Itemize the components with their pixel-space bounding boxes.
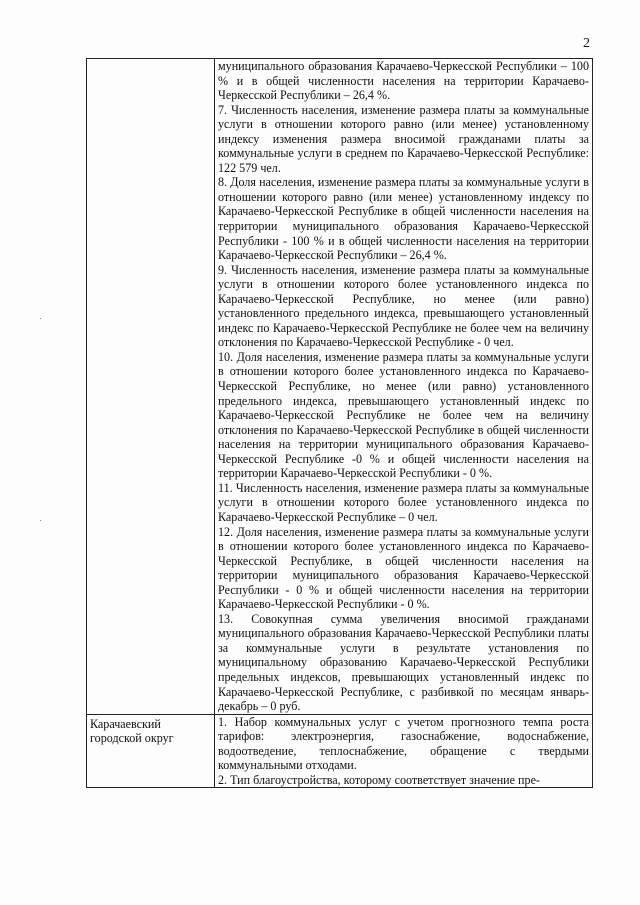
municipality-name: Карачаевский городской округ bbox=[90, 716, 174, 746]
municipal-table bbox=[86, 58, 593, 788]
indicators-cell bbox=[215, 59, 593, 715]
scan-speck bbox=[40, 520, 41, 521]
indicators-cell bbox=[215, 714, 593, 788]
municipality-cell bbox=[87, 714, 215, 788]
indicator-paragraph: 9. Численность населения, изменение размера платы за коммунальные услуги в отношении которого более установленного индекса по Карачаево-Черкесской Республике, но менее (или равно) установленного предельного индекса, превышающего установленный индекс по Карачаево-Черкесской Республике не более чем на величину отклонения по Карачаево-Черкесской Республике - 0 чел. bbox=[218, 262, 589, 350]
table-row bbox=[87, 714, 593, 788]
indicator-paragraph: 10. Доля населения, изменение размера платы за коммунальные услуги в отношении которого более установленного индекса по Карачаево-Черкесской Республике, но менее (или равно) установленного предельного индекса, превышающего установленный индекс по Карачаево-Черкесской Республике не более чем на величину отклонения по Карачаево-Черкесской Республике в общей численности населения на территории муниципального образования Карачаево-Черкесской Республике -0 % и общей численности населения на территории Карачаево-Черкесской Республики - 0 %. bbox=[218, 349, 589, 481]
indicator-paragraph: 12. Доля населения, изменение размера платы за коммунальные услуги в отношении которого более установленного индекса по Карачаево-Черкесской Республике, в общей численности населения на территории муниципального образования Карачаево-Черкесской Республики - 0 % и общей численности населения на территории Карачаево-Черкесской Республики - 0 %. bbox=[218, 524, 589, 612]
indicator-paragraph: 13. Совокупная сумма увеличения вносимой гражданами муниципального образования Карачаево-Черкесской Республики платы за коммунальные услуги в результате установления по муниципальному образованию Карачаево-Черкесской Республики предельных индексов, превышающих установленный индекс по Карачаево-Черкесской Республике, с разбивкой по месяцам январь-декабрь – 0 руб. bbox=[218, 611, 589, 714]
scan-speck bbox=[40, 318, 41, 319]
indicator-paragraph: 2. Тип благоустройства, которому соответствует значение пре- bbox=[218, 772, 540, 787]
page-number: 2 bbox=[583, 36, 590, 51]
municipality-name bbox=[90, 59, 211, 61]
indicator-paragraph: 1. Набор коммунальных услуг с учетом прогнозного темпа роста тарифов: электроэнергия, газоснабжение, водоснабжение, водоотведение, теплоснабжение, обращение с твердыми коммунальными отходами. bbox=[218, 714, 589, 773]
indicator-paragraph: 11. Численность населения, изменение размера платы за коммунальные услуги в отношении которого более установленного индекса по Карачаево-Черкесской Республике – 0 чел. bbox=[218, 480, 589, 524]
indicator-paragraph: 8. Доля населения, изменение размера платы за коммунальные услуги в отношении которого равно (или менее) установленному индексу по Карачаево-Черкесской Республике в общей численности населения на территории муниципального образования Карачаево-Черкесской Республики - 100 % и в общей численности населения на территории Карачаево-Черкесской Республики – 26,4 %. bbox=[218, 175, 589, 263]
indicator-paragraph: муниципального образования Карачаево-Черкесской Республики – 100 % и в общей численности населения на территории Карачаево-Черкесской Республики – 26,4 %. bbox=[218, 59, 589, 103]
indicator-paragraph: 7. Численность населения, изменение размера платы за коммунальные услуги в отношении которого равно (или менее) установленному индексу изменения размера вносимой гражданами платы за коммунальные услуги в среднем по Карачаево-Черкесской Республике: 122 579 чел. bbox=[218, 102, 589, 175]
municipality-cell bbox=[87, 59, 215, 715]
table-row bbox=[87, 59, 593, 715]
